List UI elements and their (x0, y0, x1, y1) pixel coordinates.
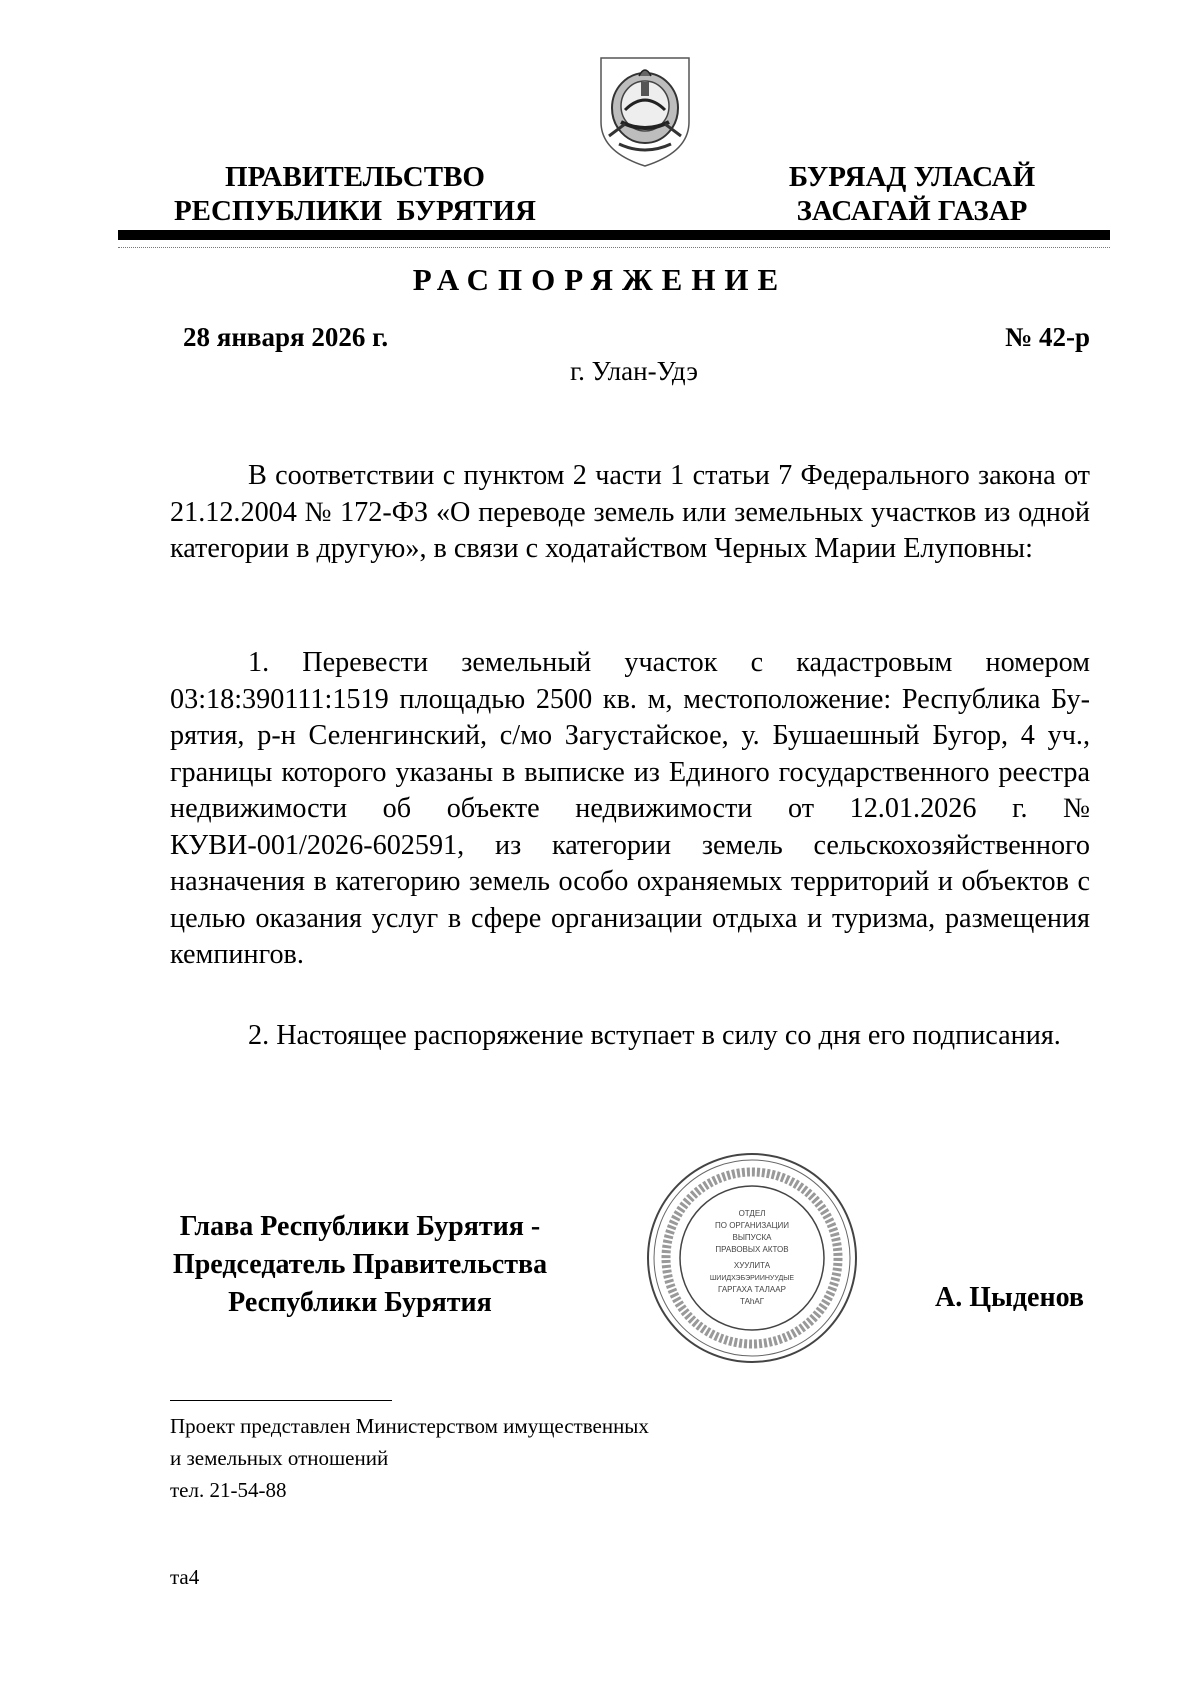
header-right-line2: ЗАСАГАЙ ГАЗАР (796, 195, 1028, 227)
paragraph-item-2: 2. Настоящее распоряжение вступает в силу со дня его подписания. (248, 1020, 1061, 1051)
signatory-title (160, 1208, 560, 1322)
header-divider-thin (118, 247, 1110, 248)
document-number: № 42-р (1005, 322, 1090, 352)
seal-text-line-5: ШИИДХЭБЭРИИНУУДЫЕ (709, 1275, 795, 1282)
footnote-divider (170, 1400, 392, 1401)
header-left-line2: РЕСПУБЛИКИ БУРЯТИЯ (173, 195, 537, 227)
seal-text-line-1: ПО ОРГАНИЗАЦИИ (715, 1221, 789, 1230)
header-right-block (762, 160, 1062, 228)
document-title: РАСПОРЯЖЕНИЕ (412, 262, 788, 297)
official-seal-icon (644, 1150, 860, 1366)
seal-text-line-7: ТАһАГ (739, 1297, 765, 1306)
paragraph-item-1: 1. Перевести земельный участок с кадастровым номером 03:18:390111:1519 площадью 2500 кв. м, местоположение: Республика Бурятия, р-н Селенгинский, с/мо Загустайское, у. Бушаешный Бугор, 4 уч., границы которого указаны в выписке из Единого государственного реестра недвижимости об объекте недвижимости от 12.01.2026 г. № КУВИ-001/2026-602591, из категории земель сельскохозяйственного назначения в категорию земель особо охраняемых территорий и объектов с целью оказания услуг в сфере организации отдыха и туризма, размещения кемпингов. (170, 647, 1090, 970)
seal-text-line-0: ОТДЕЛ (738, 1209, 766, 1218)
seal-text-line-4: ХУУЛИТА (733, 1261, 771, 1270)
signatory-title-line3: Республики Бурятия (228, 1287, 492, 1318)
seal-text-line-6: ГАРГАХА ТАЛААР (718, 1285, 786, 1294)
header-left-block (160, 160, 550, 228)
footnote-phone: тел. 21-54-88 (170, 1478, 287, 1502)
seal-text-line-3: ПРАВОВЫХ АКТОВ (715, 1245, 789, 1254)
footnote-line1: Проект представлен Министерством имущественных (170, 1414, 649, 1438)
footnote-line2: и земельных отношений (170, 1446, 389, 1470)
coat-of-arms-icon (595, 52, 695, 170)
signatory-name: А. Цыденов (934, 1282, 1084, 1313)
header-left-line1: ПРАВИТЕЛЬСТВО (225, 161, 485, 193)
header-divider-thick (118, 230, 1110, 240)
signatory-title-line2: Председатель Правительства (172, 1249, 548, 1280)
seal-text-line-2: ВЫПУСКА (732, 1233, 772, 1242)
document-city: г. Улан-Удэ (570, 356, 698, 386)
document-code: та4 (170, 1565, 200, 1589)
paragraph-preamble: В соответствии с пунктом 2 части 1 статьи 7 Федерального закона от 21.12.2004 № 172-ФЗ «О переводе земель или земельных участков из одной категории в другую», в связи с ходатайством Черных Марии Елуповны: (170, 460, 1090, 564)
footnote (170, 1410, 649, 1506)
document-date: 28 января 2026 г. (183, 322, 389, 352)
signatory-title-line1: Глава Республики Бурятия - (179, 1211, 541, 1242)
header-right-line1: БУРЯАД УЛАСАЙ (788, 161, 1036, 193)
